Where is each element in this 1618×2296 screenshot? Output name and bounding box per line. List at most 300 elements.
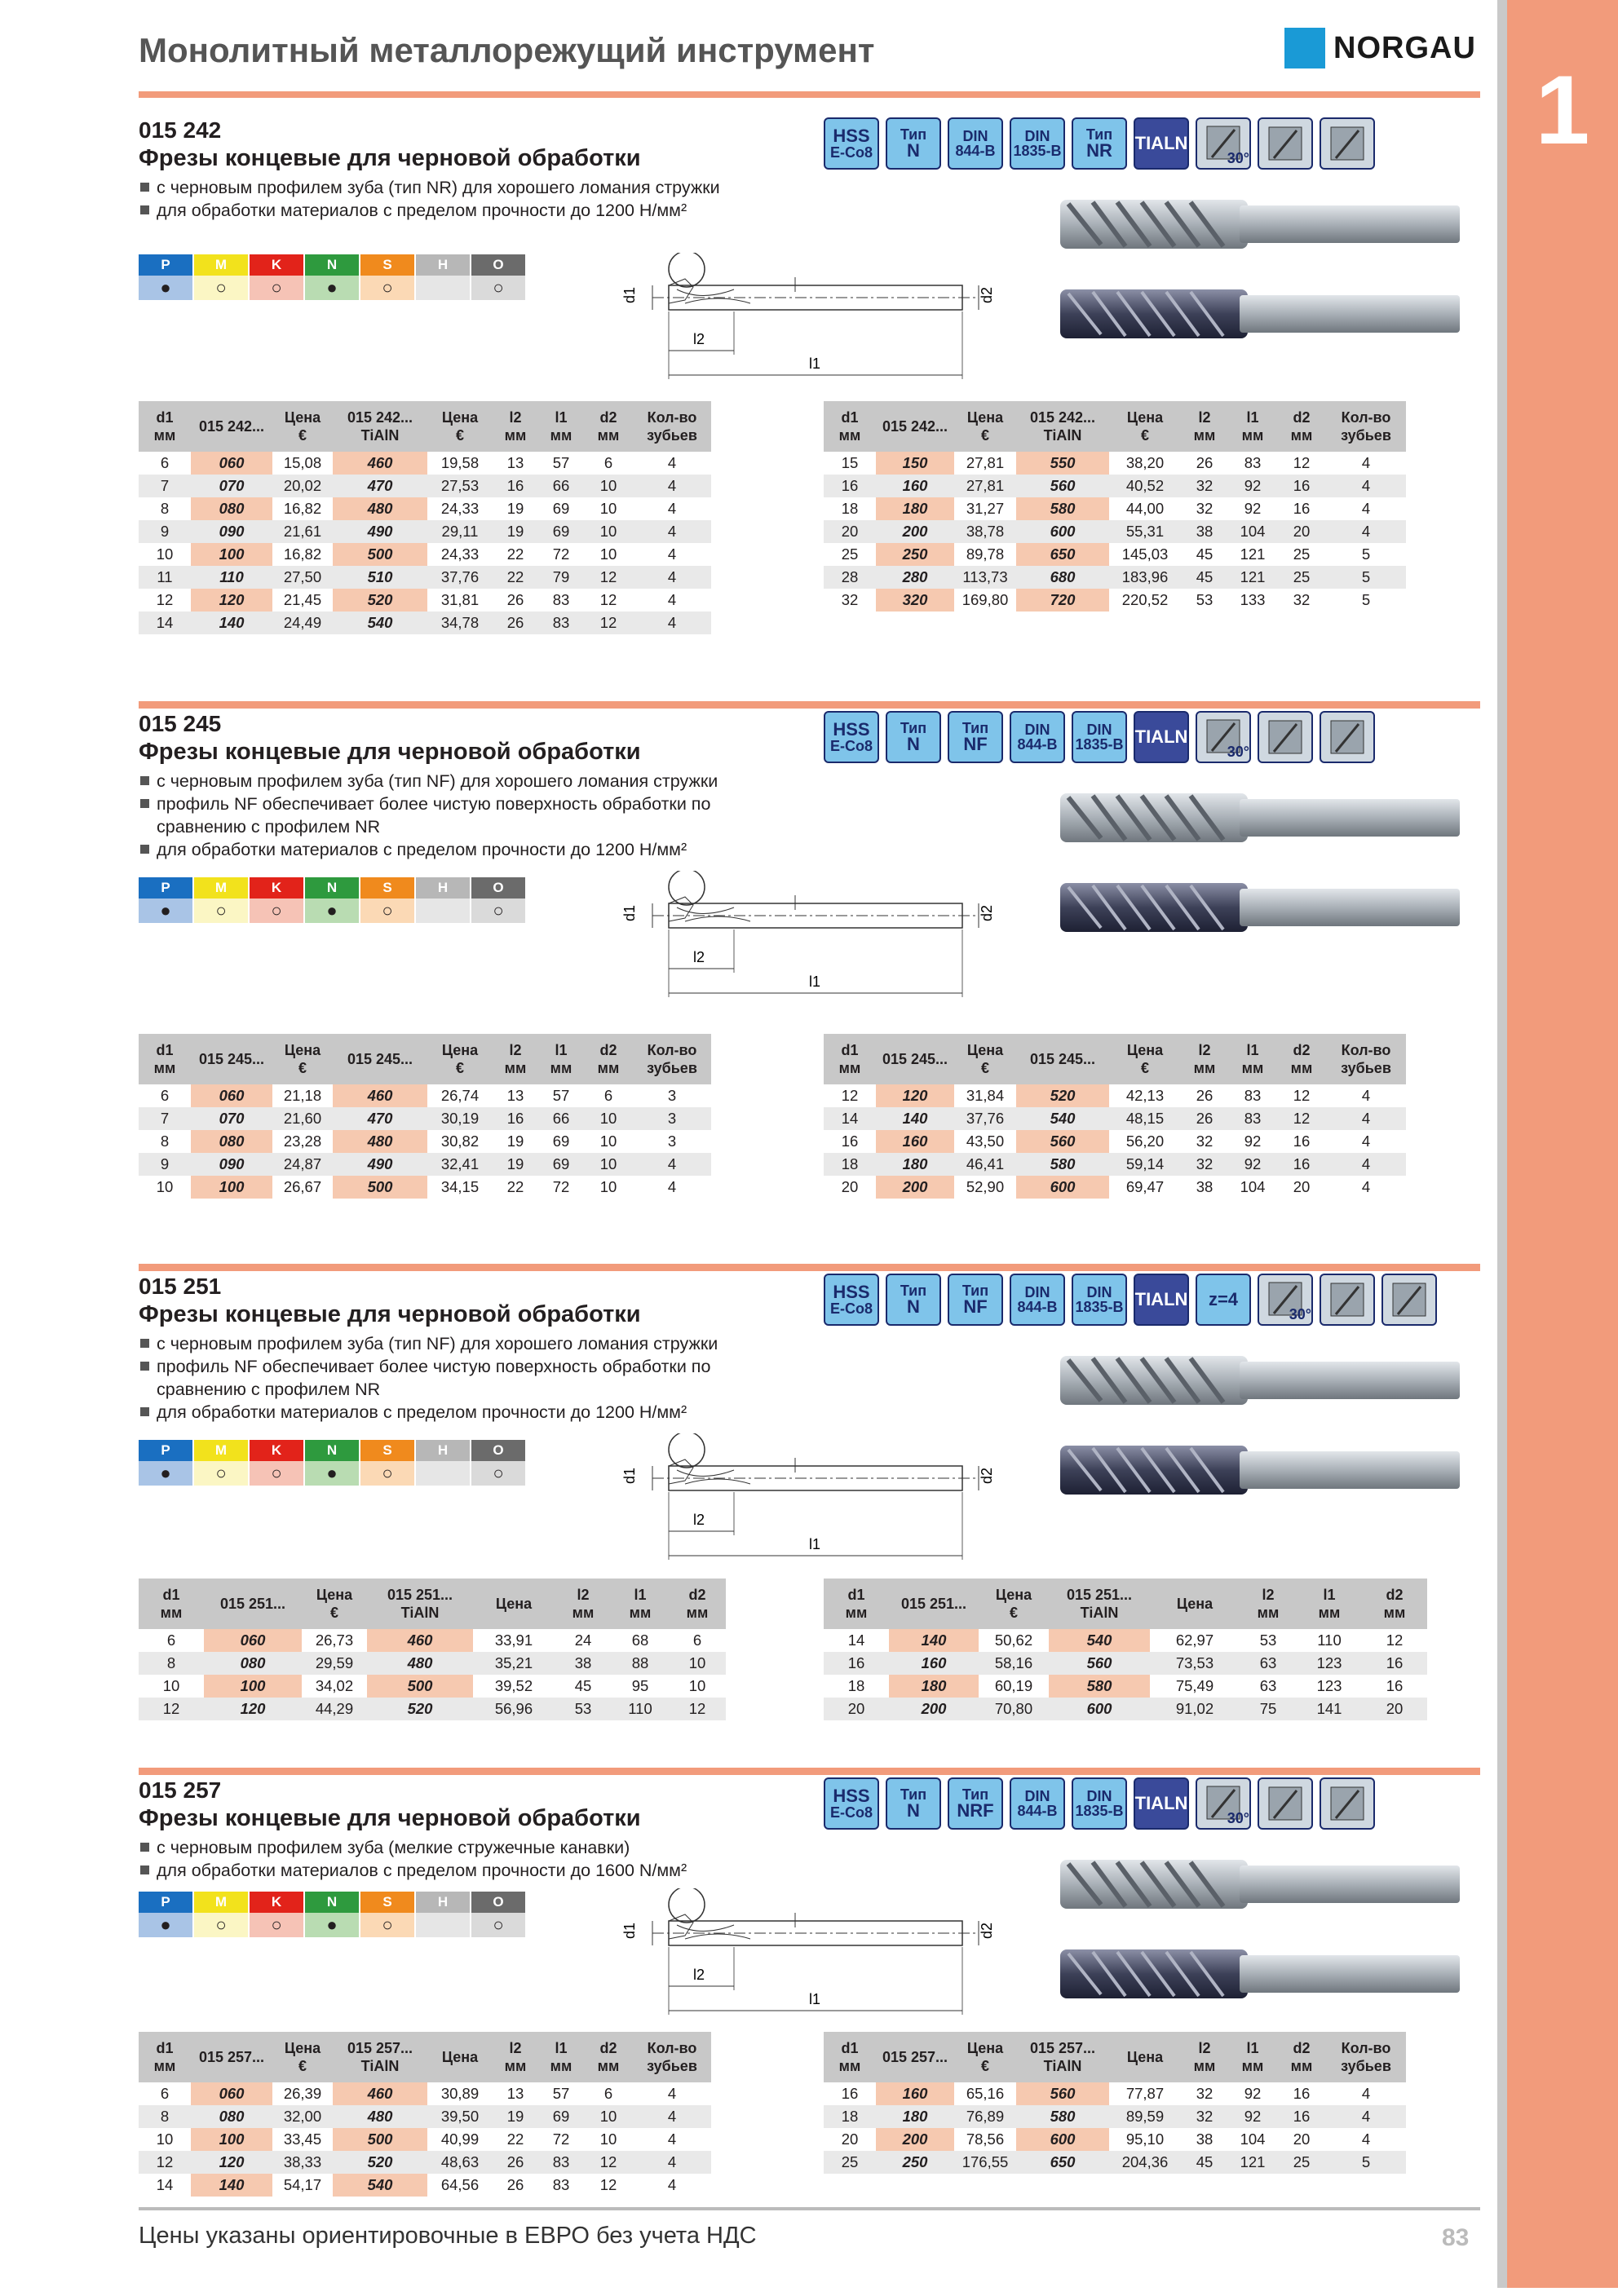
icon-label: DIN	[1024, 1788, 1050, 1804]
d2-label: d2	[979, 1922, 995, 1939]
l1-label: l1	[809, 1536, 821, 1552]
table-cell: 3	[667, 1133, 677, 1150]
icon-label: HSS	[833, 719, 870, 740]
material-suitability: ○	[250, 276, 303, 300]
property-icon	[1010, 711, 1065, 763]
product-code: 015 242	[139, 117, 222, 143]
table-row	[139, 1629, 726, 1652]
article-number: 480	[333, 1130, 427, 1153]
table-cell: 6	[160, 2085, 170, 2102]
end-mill-photos	[1052, 1856, 1476, 2019]
table-cell: 4	[667, 2130, 677, 2148]
material-suitability: ●	[139, 1913, 192, 1937]
icon-label: DIN	[1086, 1284, 1112, 1300]
icon-label: TIALN	[1134, 1793, 1188, 1813]
product-subtitle: Фрезы концевые для черновой обработки	[139, 145, 641, 171]
table-cell: 13	[506, 454, 524, 471]
article-number: 520	[333, 589, 427, 612]
article-number: 200	[876, 520, 954, 543]
table-cell: 19,58	[440, 454, 480, 471]
table-cell: 15,08	[283, 454, 322, 471]
table-cell: 38,33	[272, 2151, 333, 2174]
column-header: 015 245...	[1016, 1034, 1109, 1084]
table-cell: 26,39	[283, 2085, 322, 2102]
column-header: 015 257...	[191, 2032, 272, 2082]
article-number: 560	[1016, 1130, 1109, 1153]
property-icon	[1072, 1777, 1127, 1830]
table-cell: 26	[1181, 1107, 1228, 1130]
table-row	[824, 2128, 1406, 2151]
table-row	[139, 2128, 711, 2151]
table-cell: 35,21	[473, 1652, 555, 1675]
icon-label: TIALN	[1134, 133, 1188, 153]
article-number: 060	[191, 2082, 272, 2105]
table-cell: 4	[633, 2151, 711, 2174]
table-cell: 12	[1277, 1107, 1326, 1130]
table-cell: 16	[1277, 1153, 1326, 1176]
logo-square-icon	[1284, 28, 1325, 68]
table-cell: 4	[633, 475, 711, 497]
article-number: 180	[889, 1675, 979, 1698]
property-icon	[948, 1777, 1003, 1830]
table-cell: 12	[1293, 454, 1311, 471]
table-cell: 58,16	[979, 1652, 1049, 1675]
article-number: 520	[1016, 1084, 1109, 1107]
column-header: Цена €	[427, 1034, 493, 1084]
article-number: 720	[1016, 589, 1109, 612]
geometry-icon	[1258, 711, 1313, 763]
table-cell: 31,81	[440, 591, 480, 608]
geometry-icon	[1320, 117, 1375, 170]
table-cell: 88	[612, 1652, 669, 1675]
feature-item: с черновым профилем зуба (тип NF) для хорошего ломания стружки	[139, 770, 758, 793]
material-header: M	[194, 1892, 248, 1913]
geometry-icon	[1320, 1777, 1375, 1830]
column-header: d1 мм	[824, 1578, 889, 1629]
table-cell: 48,63	[427, 2151, 493, 2174]
column-header: d1 мм	[139, 2032, 191, 2082]
material-header: K	[250, 1892, 303, 1913]
tool-geometry-icon	[1324, 716, 1370, 758]
property-icon	[948, 711, 1003, 763]
article-number: 600	[1016, 520, 1109, 543]
column-header: l2 мм	[493, 401, 538, 452]
icon-label: DIN	[962, 128, 988, 144]
table-cell: 16	[841, 2085, 859, 2102]
table-cell: 21,45	[283, 591, 322, 608]
article-number: 080	[204, 1652, 302, 1675]
column-header: 015 257... TiAlN	[333, 2032, 427, 2082]
product-subtitle: Фрезы концевые для черновой обработки	[139, 1301, 641, 1327]
article-number: 060	[191, 452, 272, 475]
column-header: 015 251... TiAlN	[1049, 1578, 1150, 1629]
table-row	[139, 1675, 726, 1698]
footer-note: Цены указаны ориентировочные в ЕВРО без учета НДС	[139, 2223, 757, 2249]
icon-sublabel: N	[907, 1800, 920, 1821]
material-header: P	[139, 1892, 192, 1913]
table-cell: 75,49	[1175, 1677, 1214, 1694]
table-cell: 4	[667, 1178, 677, 1195]
diagram-svg	[595, 1433, 1052, 1572]
table-row	[139, 589, 711, 612]
table-cell: 79	[538, 566, 584, 589]
material-suitability: ○	[250, 1461, 303, 1486]
material-header: M	[194, 1440, 248, 1461]
article-number: 480	[333, 2105, 427, 2128]
table-cell: 20	[824, 1698, 889, 1720]
article-number: 140	[889, 1629, 979, 1652]
table-cell: 10	[599, 500, 617, 517]
table-cell: 183,96	[1109, 566, 1181, 589]
tool-dimension-diagram	[595, 1433, 1052, 1576]
article-number: 560	[1016, 2082, 1109, 2105]
table-cell: 50,62	[994, 1631, 1033, 1649]
article-number: 580	[1016, 2105, 1109, 2128]
column-header: 015 251... TiAlN	[367, 1578, 473, 1629]
material-header: P	[139, 254, 192, 276]
property-icon	[1010, 1777, 1065, 1830]
article-number: 650	[1016, 543, 1109, 566]
article-number: 140	[191, 2174, 272, 2197]
table-cell: 73,53	[1150, 1652, 1240, 1675]
table-cell: 39,50	[427, 2105, 493, 2128]
geometry-icon	[1258, 1777, 1313, 1830]
table-cell: 32	[1181, 475, 1228, 497]
table-cell: 204,36	[1109, 2151, 1181, 2174]
table-cell: 56,96	[473, 1698, 555, 1720]
column-header: l2 мм	[493, 1034, 538, 1084]
column-header: Кол-во зубьев	[633, 2032, 711, 2082]
table-cell: 23,28	[283, 1133, 322, 1150]
table-cell: 121	[1228, 2151, 1277, 2174]
table-cell: 16	[1277, 2105, 1326, 2128]
table-row	[824, 566, 1406, 589]
product-section	[139, 114, 1480, 636]
section-rule	[139, 1768, 1480, 1775]
table-cell: 4	[1361, 2130, 1371, 2148]
column-header: l2 мм	[1181, 1034, 1228, 1084]
table-cell: 46,41	[954, 1153, 1016, 1176]
icon-sublabel: 1835-B	[1013, 143, 1062, 159]
table-cell: 27,53	[427, 475, 493, 497]
column-header: 015 245...	[333, 1034, 427, 1084]
material-grid	[139, 877, 525, 923]
table-cell: 8	[139, 1652, 204, 1675]
table-cell: 83	[552, 2176, 570, 2193]
material-header: N	[305, 877, 359, 899]
property-icon	[1134, 1274, 1189, 1326]
table-cell: 83	[538, 612, 584, 634]
table-cell: 176,55	[954, 2151, 1016, 2174]
column-header: l2 мм	[493, 2032, 538, 2082]
column-header: l1 мм	[1228, 1034, 1277, 1084]
material-header: H	[416, 254, 470, 276]
table-cell: 12	[1293, 1087, 1311, 1104]
column-header: Цена €	[1109, 1034, 1181, 1084]
article-number: 120	[191, 2151, 272, 2174]
table-cell: 43,50	[966, 1133, 1005, 1150]
table-cell: 40,52	[1109, 475, 1181, 497]
article-number: 090	[191, 520, 272, 543]
column-header: Кол-во зубьев	[1326, 1034, 1406, 1084]
material-header: H	[416, 1440, 470, 1461]
article-number: 100	[191, 2128, 272, 2151]
article-number: 540	[333, 2174, 427, 2197]
table-cell: 9	[139, 1153, 191, 1176]
table-cell: 10	[599, 1133, 617, 1150]
column-header: l1 мм	[1228, 401, 1277, 452]
icon-label: Тип	[962, 1283, 989, 1299]
table-cell: 21,60	[272, 1107, 333, 1130]
price-table	[139, 1034, 711, 1199]
column-header: Кол-во зубьев	[633, 401, 711, 452]
table-row	[139, 543, 711, 566]
geometry-icon	[1320, 711, 1375, 763]
table-row	[824, 1176, 1406, 1199]
price-table	[139, 401, 711, 634]
column-header: d2 мм	[1362, 1578, 1427, 1629]
table-cell: 24,33	[440, 500, 480, 517]
article-number: 070	[191, 1107, 272, 1130]
column-header: Цена €	[954, 2032, 1016, 2082]
icon-sublabel: NF	[963, 1296, 988, 1317]
table-cell: 8	[160, 1133, 170, 1150]
column-header: Цена €	[979, 1578, 1049, 1629]
table-cell: 28	[824, 566, 876, 589]
table-cell: 4	[1361, 1133, 1371, 1150]
table-cell: 83	[1244, 1087, 1262, 1104]
table-row	[139, 1176, 711, 1199]
table-cell: 4	[1326, 1153, 1406, 1176]
table-cell: 62,97	[1175, 1631, 1214, 1649]
product-section	[139, 708, 1480, 1230]
table-cell: 14	[156, 2176, 174, 2193]
tool-geometry-icon	[1386, 1278, 1432, 1321]
icon-label: TIALN	[1134, 726, 1188, 747]
table-row	[139, 566, 711, 589]
table-cell: 19	[493, 2105, 538, 2128]
column-header: d1 мм	[824, 2032, 876, 2082]
table-cell: 92	[1228, 475, 1277, 497]
table-cell: 12	[584, 566, 633, 589]
table-cell: 145,03	[1121, 545, 1169, 563]
table-cell: 63	[1240, 1652, 1297, 1675]
feature-item: с черновым профилем зуба (мелкие стружечные канавки)	[139, 1836, 758, 1859]
article-number: 480	[333, 497, 427, 520]
table-cell: 66	[538, 475, 584, 497]
article-number: 500	[333, 1176, 427, 1199]
article-number: 200	[876, 2128, 954, 2151]
table-cell: 26	[1196, 454, 1214, 471]
table-cell: 63	[1259, 1677, 1277, 1694]
column-header: Цена €	[954, 401, 1016, 452]
feature-list	[139, 1836, 758, 1882]
table-cell: 141	[1297, 1698, 1362, 1720]
table-cell: 45	[1196, 545, 1214, 563]
table-cell: 110	[1317, 1631, 1342, 1649]
table-cell: 38	[1196, 2130, 1214, 2148]
table-cell: 27,81	[954, 475, 1016, 497]
table-cell: 45	[574, 1677, 592, 1694]
material-suitability: ●	[139, 899, 192, 923]
diagram-svg	[595, 1888, 1052, 2027]
table-cell: 7	[139, 1107, 191, 1130]
table-cell: 104	[1240, 2130, 1266, 2148]
icon-label: Тип	[900, 1786, 927, 1803]
price-table	[824, 401, 1406, 612]
property-icons	[824, 1777, 1375, 1830]
material-header: N	[305, 1892, 359, 1913]
table-cell: 22	[506, 1178, 524, 1195]
icon-sublabel: 844-B	[1017, 1803, 1058, 1819]
table-cell: 83	[1244, 454, 1262, 471]
d2-label: d2	[979, 286, 995, 303]
table-cell: 77,87	[1125, 2085, 1165, 2102]
product-subtitle: Фрезы концевые для черновой обработки	[139, 739, 641, 765]
table-row	[824, 1698, 1427, 1720]
table-cell: 13	[506, 2085, 524, 2102]
article-number: 180	[876, 497, 954, 520]
table-cell: 12	[584, 612, 633, 634]
material-grid	[139, 1440, 525, 1486]
geometry-icon	[1196, 117, 1251, 170]
property-icon	[1010, 1274, 1065, 1326]
column-header: Цена	[1150, 1578, 1240, 1629]
table-cell: 52,90	[966, 1178, 1005, 1195]
article-number: 160	[889, 1652, 979, 1675]
table-row	[824, 2105, 1406, 2128]
article-number: 100	[191, 1176, 272, 1199]
table-cell: 16	[493, 475, 538, 497]
table-row	[824, 2151, 1406, 2174]
column-header: 015 242... TiAlN	[1016, 401, 1109, 452]
column-header: l1 мм	[538, 2032, 584, 2082]
table-cell: 66	[538, 1107, 584, 1130]
table-cell: 57	[552, 2085, 570, 2102]
geometry-icon	[1258, 117, 1313, 170]
l2-label: l2	[693, 331, 705, 347]
table-cell: 21,18	[283, 1087, 322, 1104]
table-cell: 133	[1240, 591, 1266, 608]
material-header: P	[139, 877, 192, 899]
table-cell: 32,41	[427, 1153, 493, 1176]
table-cell: 53	[1196, 591, 1214, 608]
table-cell: 22	[493, 566, 538, 589]
icon-label: HSS	[833, 1786, 870, 1806]
table-cell: 91,02	[1150, 1698, 1240, 1720]
product-subtitle: Фрезы концевые для черновой обработки	[139, 1805, 641, 1831]
article-number: 520	[367, 1698, 473, 1720]
table-cell: 45	[1181, 566, 1228, 589]
icon-sublabel: 1835-B	[1075, 1299, 1124, 1315]
geometry-icon	[1320, 1274, 1375, 1326]
article-number: 200	[889, 1698, 979, 1720]
table-cell: 113,73	[954, 566, 1016, 589]
material-suitability: ○	[194, 1461, 248, 1486]
tool-photos	[1052, 196, 1476, 363]
tool-geometry-icon	[1262, 1782, 1308, 1825]
column-header: d1 мм	[139, 401, 191, 452]
l1-label: l1	[809, 1991, 821, 2007]
table-cell: 16	[1277, 475, 1326, 497]
material-suitability: ○	[250, 899, 303, 923]
table-cell: 4	[667, 500, 677, 517]
icon-label: HSS	[833, 126, 870, 146]
table-cell: 12	[156, 591, 174, 608]
table-cell: 7	[139, 475, 191, 497]
icon-label: Тип	[962, 1786, 989, 1803]
table-cell: 10	[669, 1652, 726, 1675]
icon-sublabel: E-Co8	[829, 1300, 873, 1317]
property-icon	[886, 711, 941, 763]
property-icon	[824, 117, 879, 170]
table-cell: 40,99	[440, 2130, 480, 2148]
logo-text: NORGAU	[1333, 30, 1476, 65]
table-cell: 4	[633, 1153, 711, 1176]
column-header: d2 мм	[1277, 401, 1326, 452]
l1-label: l1	[809, 974, 821, 990]
material-suitability: ○	[194, 899, 248, 923]
column-header: d1 мм	[139, 1578, 204, 1629]
table-cell: 6	[692, 1631, 702, 1649]
table-row	[824, 452, 1406, 475]
angle-label: 30°	[1227, 150, 1249, 166]
article-number: 520	[333, 2151, 427, 2174]
table-cell: 42,13	[1125, 1087, 1165, 1104]
table-cell: 6	[160, 454, 170, 471]
article-number: 120	[204, 1698, 302, 1720]
table-cell: 18	[824, 2105, 876, 2128]
table-row	[824, 543, 1406, 566]
table-cell: 38	[555, 1652, 612, 1675]
table-cell: 29,11	[427, 520, 493, 543]
table-cell: 38	[1181, 520, 1228, 543]
property-icon	[1072, 117, 1127, 170]
table-row	[824, 1107, 1406, 1130]
article-number: 560	[1049, 1652, 1150, 1675]
table-cell: 44,00	[1125, 500, 1165, 517]
article-number: 140	[876, 1107, 954, 1130]
table-row	[824, 475, 1406, 497]
table-cell: 31,27	[966, 500, 1005, 517]
product-code: 015 245	[139, 711, 222, 736]
table-cell: 26	[506, 591, 524, 608]
table-cell: 9	[139, 520, 191, 543]
material-suitability: ○	[471, 276, 525, 300]
table-cell: 12	[669, 1698, 726, 1720]
article-number: 600	[1049, 1698, 1150, 1720]
geometry-icon	[1196, 1777, 1251, 1830]
material-grid	[139, 254, 525, 300]
column-header: l2 мм	[1181, 401, 1228, 452]
material-suitability: ○	[360, 899, 414, 923]
material-header: K	[250, 254, 303, 276]
column-header: 015 245...	[876, 1034, 954, 1084]
table-cell: 4	[667, 454, 677, 471]
column-header: Кол-во зубьев	[1326, 401, 1406, 452]
icon-sublabel: E-Co8	[829, 1804, 873, 1821]
icon-sublabel: N	[907, 140, 920, 161]
icon-sublabel: 844-B	[1017, 1299, 1058, 1315]
icon-sublabel: 844-B	[955, 143, 996, 159]
article-number: 090	[191, 1153, 272, 1176]
article-number: 250	[876, 2151, 954, 2174]
column-header: Цена €	[954, 1034, 1016, 1084]
column-header: 015 251...	[889, 1578, 979, 1629]
table-cell: 89,78	[966, 545, 1005, 563]
table-cell: 70,80	[979, 1698, 1049, 1720]
column-header: Цена	[1109, 2032, 1181, 2082]
